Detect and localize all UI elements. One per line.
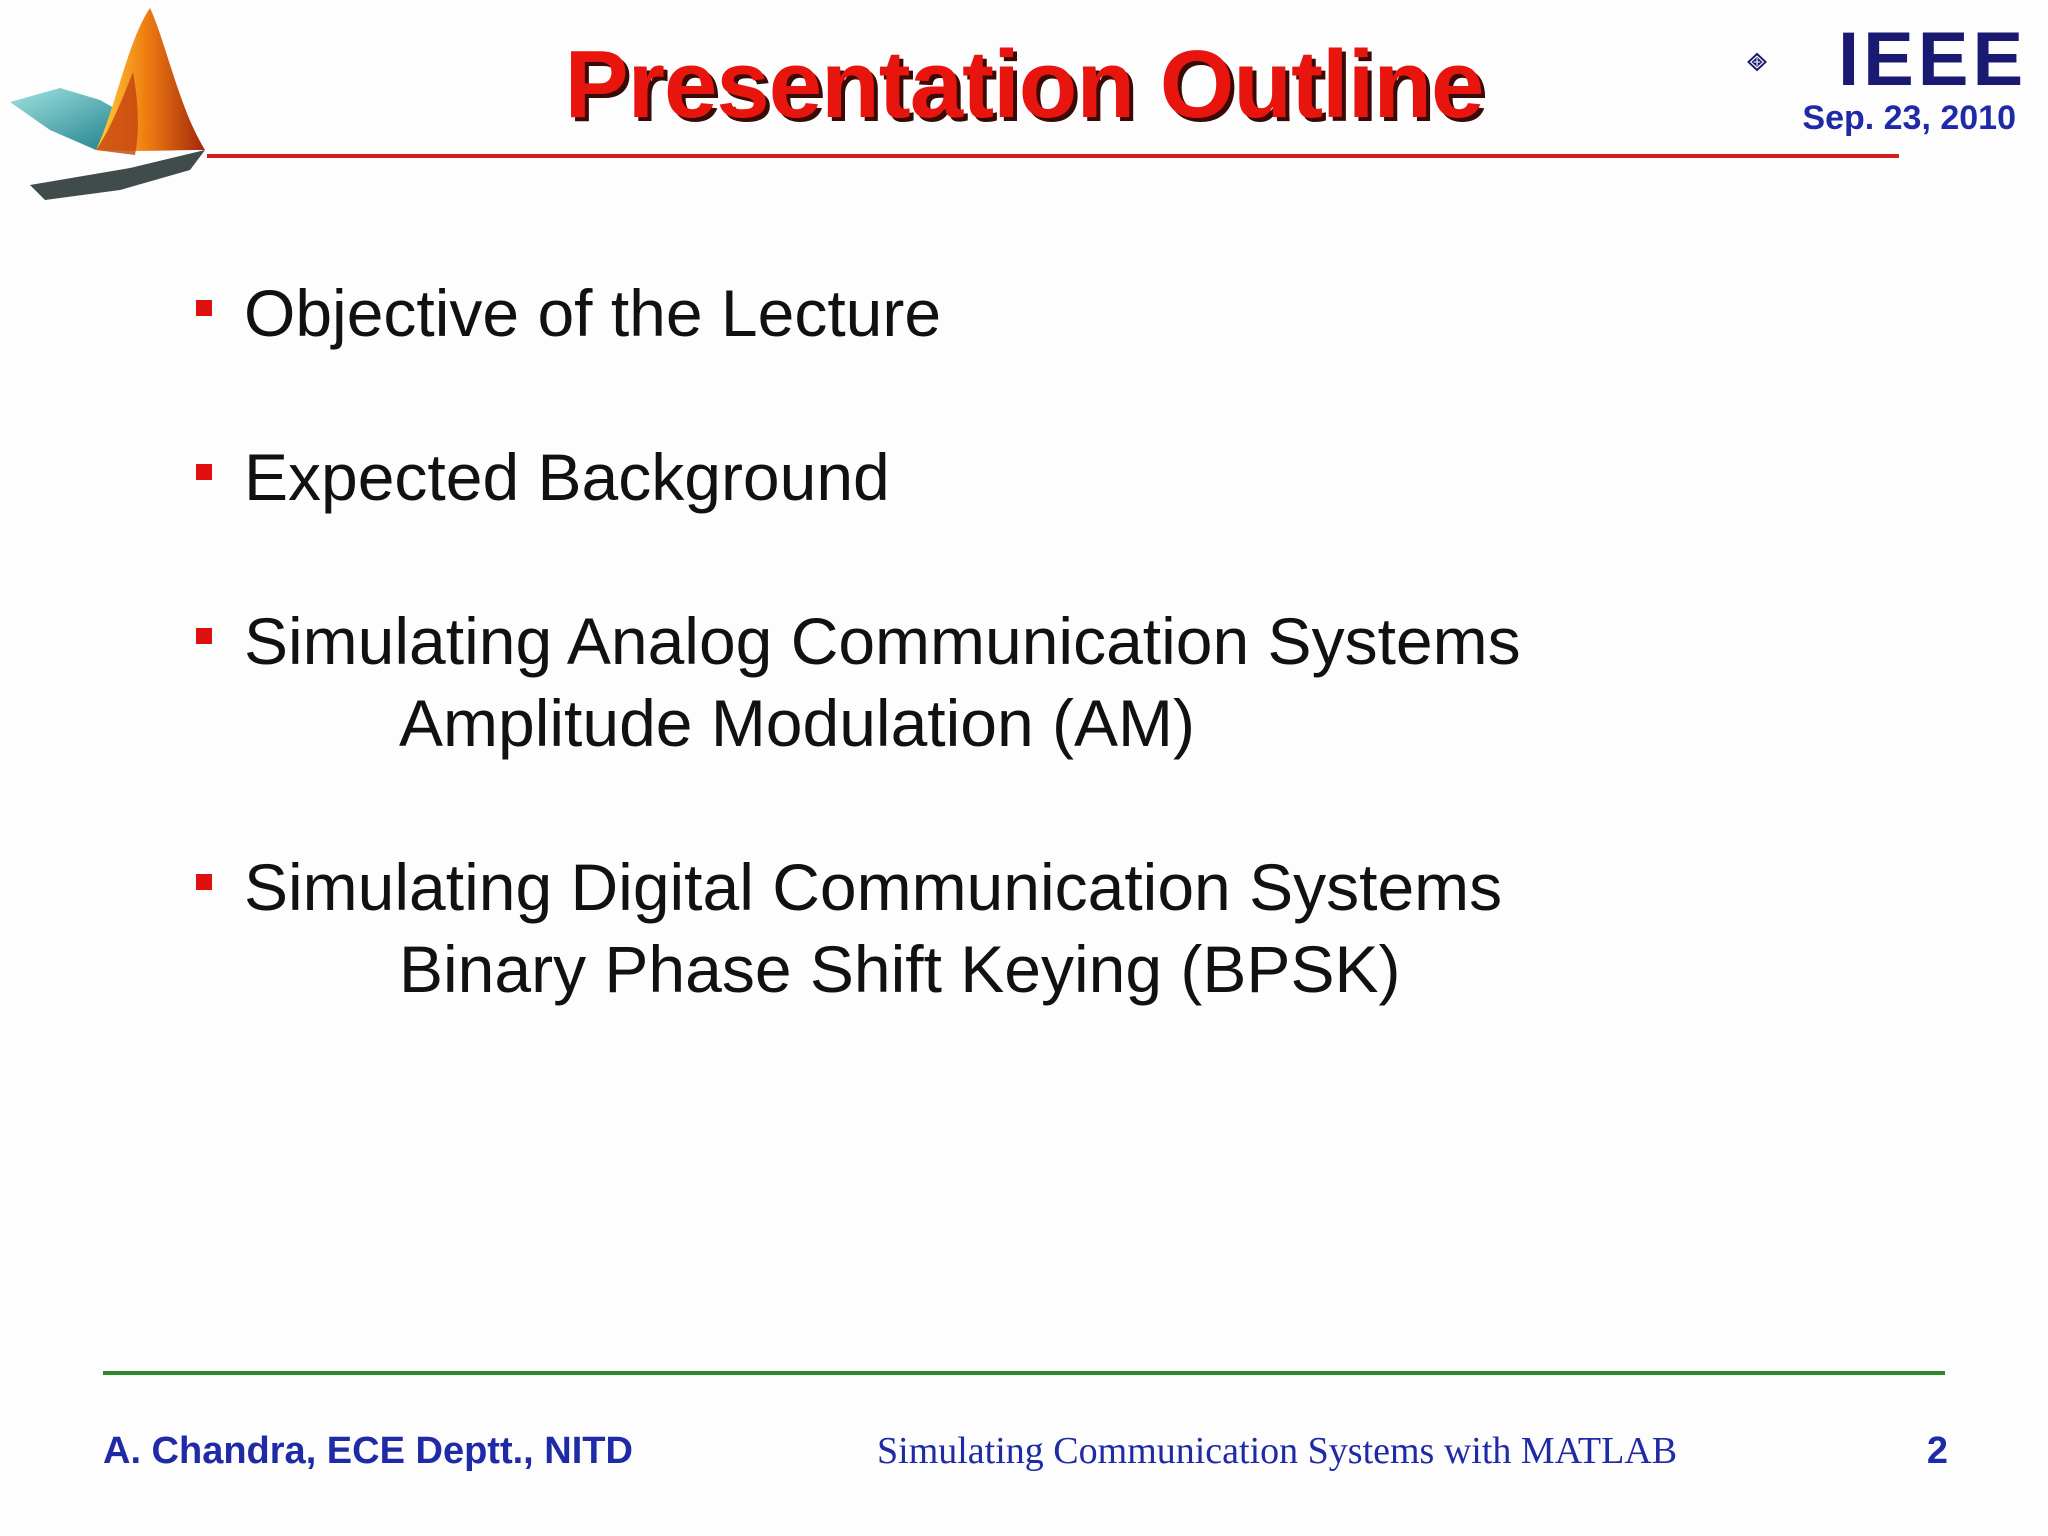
ieee-diamond-logo-icon bbox=[1746, 24, 1826, 100]
bullet-square-icon bbox=[196, 874, 212, 890]
footer-divider bbox=[103, 1371, 1945, 1375]
ieee-logo-text: IEEE bbox=[1838, 17, 2028, 102]
footer-author: A. Chandra, ECE Deptt., NITD bbox=[103, 1430, 633, 1472]
outline-item-text: Simulating Digital Communication Systems bbox=[244, 850, 1503, 924]
bullet-square-icon bbox=[196, 300, 212, 316]
page-number: 2 bbox=[1926, 1430, 1948, 1472]
outline-item-text: Objective of the Lecture bbox=[244, 276, 942, 350]
outline-subitem-text: Amplitude Modulation (AM) bbox=[399, 686, 1195, 760]
bullet-square-icon bbox=[196, 628, 212, 644]
outline-item bbox=[196, 272, 1896, 354]
slide-date: Sep. 23, 2010 bbox=[1802, 99, 2016, 137]
outline-item bbox=[196, 846, 1896, 1010]
outline-list bbox=[196, 272, 1896, 1010]
outline-subitem-text: Binary Phase Shift Keying (BPSK) bbox=[399, 932, 1401, 1006]
slide-title: Presentation Outline bbox=[564, 31, 1484, 138]
bullet-square-icon bbox=[196, 464, 212, 480]
outline-item bbox=[196, 600, 1896, 764]
outline-item-text: Expected Background bbox=[244, 440, 890, 514]
footer-course-title: Simulating Communication Systems with MATLAB bbox=[877, 1430, 1678, 1472]
outline-item bbox=[196, 436, 1896, 518]
title-divider bbox=[207, 154, 1899, 158]
outline-item-text: Simulating Analog Communication Systems bbox=[244, 604, 1521, 678]
